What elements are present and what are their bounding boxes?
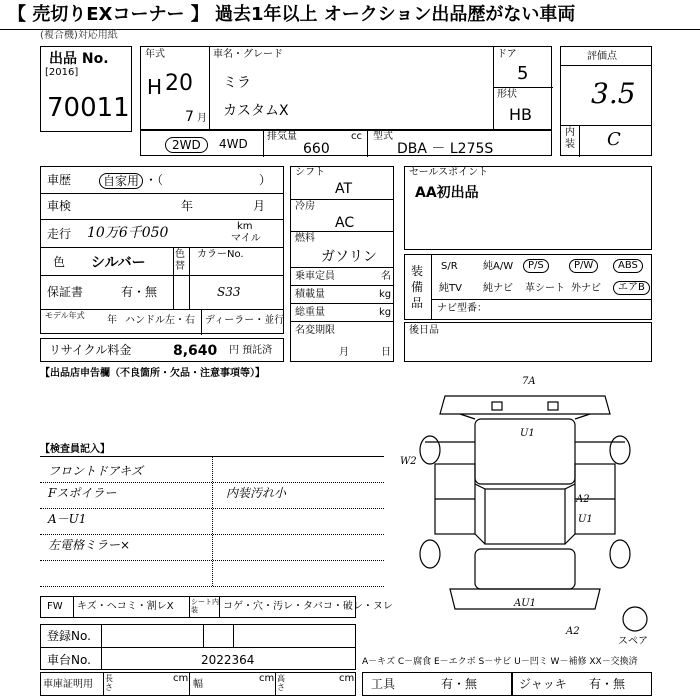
lot-box xyxy=(40,46,132,132)
shift-label: シフト xyxy=(295,167,325,178)
chassis-value: 2022364 xyxy=(201,653,255,667)
inspector-note-1: フロントドアキズ xyxy=(48,464,143,478)
name-change-day: 日 xyxy=(381,347,391,358)
ac-label: 冷房 xyxy=(295,201,315,212)
km-unit: km xyxy=(237,221,253,232)
recycle-label: リサイクル料金 xyxy=(49,343,132,357)
diagram-mark-spare: A2 xyxy=(566,626,580,637)
load-label: 積載量 xyxy=(295,289,325,300)
handle-value: 左・右 xyxy=(165,315,195,326)
equip-alloy: 純A/W xyxy=(483,261,514,272)
door-label: ドア xyxy=(497,49,517,60)
diagram-mark-right-u: U1 xyxy=(578,514,593,525)
lot-label: 出品 No. xyxy=(49,51,109,67)
damage-codes-legend: A－キズ C－腐食 E－エクボ S－サビ U－凹ミ W－補修 XX－交換済 xyxy=(362,657,638,667)
length-label: 長さ xyxy=(105,674,113,692)
inspector-label: 【検査員記入】 xyxy=(40,444,110,455)
sales-point-box xyxy=(404,166,652,250)
shift-value: AT xyxy=(335,181,353,197)
diagram-mark-right-a: A2 xyxy=(576,494,590,505)
history-value: 自家用 xyxy=(99,173,143,189)
legend-items-2: コゲ・穴・汚レ・タバコ・破レ・ヌレ xyxy=(223,601,393,612)
height-label: 高さ xyxy=(277,674,285,692)
reg-no-label: 登録No. xyxy=(47,629,91,643)
garage-cert-row xyxy=(40,672,356,696)
garage-cert-label: 車庫証明用 xyxy=(43,679,93,690)
model-code-value: DBA － L275S xyxy=(397,141,494,157)
specs-table xyxy=(290,166,394,362)
year-label: 年式 xyxy=(145,49,165,60)
recycle-value: 8,640 xyxy=(173,343,218,359)
equip-abs: ABS xyxy=(613,259,643,273)
registration-box xyxy=(40,624,356,670)
month-unit: 月 xyxy=(197,113,207,124)
load-unit: kg xyxy=(379,289,392,300)
inspection-year: 年 xyxy=(181,199,194,213)
displacement-label: 排気量 xyxy=(267,131,297,142)
equip-tv: 純TV xyxy=(439,283,462,294)
name-change-label: 名変期限 xyxy=(295,325,335,336)
spare-label: スペア xyxy=(618,636,648,647)
drive-row xyxy=(140,130,552,156)
score-value: 3.5 xyxy=(591,77,636,110)
diagram-mark-front: 7A xyxy=(522,376,536,387)
color-no-label: カラーNo. xyxy=(197,249,244,260)
history-table xyxy=(40,166,284,334)
drive-4wd: 4WD xyxy=(219,137,248,151)
equip-pw: P/W xyxy=(569,259,598,273)
warranty-label: 保証書 xyxy=(47,285,84,299)
drive-2wd: 2WD xyxy=(165,137,208,153)
dealer-label: ディーラー・並行 xyxy=(205,315,285,326)
length-unit: cm xyxy=(173,673,189,684)
inspector-note-right: 内装汚れ小 xyxy=(226,486,287,500)
era: H xyxy=(147,75,163,99)
chassis-label: 車台No. xyxy=(47,653,91,667)
equip-ext-navi: 外ナビ xyxy=(571,283,601,294)
legend-items-1: キズ・ヘコミ・割レX xyxy=(77,601,174,612)
weight-label: 総重量 xyxy=(295,307,325,318)
damage-legend-bar xyxy=(40,596,393,618)
navi-model-label: ナビ型番： xyxy=(437,303,487,314)
diagram-mark-rear: AU1 xyxy=(514,598,537,609)
model-year: 20 xyxy=(165,71,193,96)
tool-box xyxy=(362,672,512,696)
after-goods-label: 後日品 xyxy=(409,325,439,336)
equip-navi: 純ナビ xyxy=(483,283,513,294)
equip-leather: 革シート xyxy=(525,283,565,294)
sales-point-value: AA初出品 xyxy=(415,185,479,201)
car-grade: カスタムX xyxy=(223,103,289,119)
capacity-unit: 名 xyxy=(381,271,391,282)
model-year-label: モデル年式 xyxy=(45,311,85,320)
color-value: シルバー xyxy=(91,255,146,271)
form-sub-note: (複合機)対応用紙 xyxy=(40,30,118,41)
car-info-box xyxy=(140,46,552,130)
body-shape: HB xyxy=(509,105,533,124)
interior-label: 内装 xyxy=(565,127,575,150)
jack-label: ジャッキ xyxy=(519,677,567,691)
fuel-label: 燃料 xyxy=(295,233,315,244)
inspection-month: 月 xyxy=(253,199,266,213)
lot-number: 70011 xyxy=(47,93,130,123)
legend-seat-label: シート内装 xyxy=(191,598,219,614)
weight-unit: kg xyxy=(379,307,392,318)
score-box xyxy=(560,46,652,156)
jack-value: 有・無 xyxy=(589,677,626,691)
name-change-month: 月 xyxy=(339,347,349,358)
car-name: ミラ xyxy=(223,75,251,91)
model-month: 7 xyxy=(185,109,194,125)
mile-unit: マイル xyxy=(231,233,261,244)
after-goods-box xyxy=(404,322,652,362)
width-unit: cm xyxy=(259,673,275,684)
height-unit: cm xyxy=(339,673,355,684)
seller-notes-label: 【出品店申告欄（不良箇所・欠品・注意事項等）】 xyxy=(40,368,265,379)
equip-ps: P/S xyxy=(523,259,549,273)
recycle-unit: 円 預託済 xyxy=(229,345,273,356)
door-count: 5 xyxy=(517,63,529,84)
recycle-row xyxy=(40,338,284,362)
color-change-label: 色替 xyxy=(175,249,185,272)
fuel-value: ガソリン xyxy=(321,249,377,265)
color-no-value: S33 xyxy=(217,285,241,299)
inspector-note-2: Fスポイラー xyxy=(48,486,117,500)
color-label: 色 xyxy=(53,255,66,269)
equipment-box xyxy=(404,254,652,320)
tool-label: 工具 xyxy=(371,677,396,691)
equip-sr: S/R xyxy=(441,261,458,272)
inspector-note-3: A－U1 xyxy=(48,512,87,526)
tool-value: 有・無 xyxy=(441,677,478,691)
diagram-mark-hood: U1 xyxy=(520,428,535,439)
cc-unit: cc xyxy=(351,131,362,142)
interior-grade: C xyxy=(607,129,621,150)
lot-year-tag: [2016] xyxy=(45,67,79,78)
model-code-label: 型式 xyxy=(373,131,393,142)
capacity-label: 乗車定員 xyxy=(295,271,335,282)
equip-airbag: エアB xyxy=(613,281,650,295)
mileage-label: 走行 xyxy=(47,227,72,241)
jack-box xyxy=(512,672,652,696)
score-label: 評価点 xyxy=(587,51,617,62)
banner-title: 【 売切りEXコーナー 】 過去1年以上 オークション出品歴がない車両 xyxy=(8,4,576,25)
name-label: 車名・グレード xyxy=(213,49,283,60)
displacement-value: 660 xyxy=(303,141,330,157)
warranty-value: 有・無 xyxy=(121,285,158,299)
ac-value: AC xyxy=(335,215,355,231)
history-label: 車歴 xyxy=(47,173,72,187)
shape-label: 形状 xyxy=(497,89,517,100)
diagram-mark-left: W2 xyxy=(400,456,417,467)
equipment-label: 装備品 xyxy=(411,264,424,310)
mileage-value: 10万6千050 xyxy=(87,225,169,241)
model-year-unit: 年 xyxy=(107,315,117,326)
handle-label: ハンドル xyxy=(125,315,165,326)
legend-fw: FW xyxy=(47,601,63,612)
top-banner xyxy=(0,0,700,30)
inspection-label: 車検 xyxy=(47,199,72,213)
history-rest: ・（ ） xyxy=(145,173,272,187)
width-label: 幅 xyxy=(193,679,203,690)
inspector-note-4: 左電格ミラー× xyxy=(48,538,131,552)
sales-point-label: セールスポイント xyxy=(409,167,489,178)
inspector-area xyxy=(40,456,384,586)
